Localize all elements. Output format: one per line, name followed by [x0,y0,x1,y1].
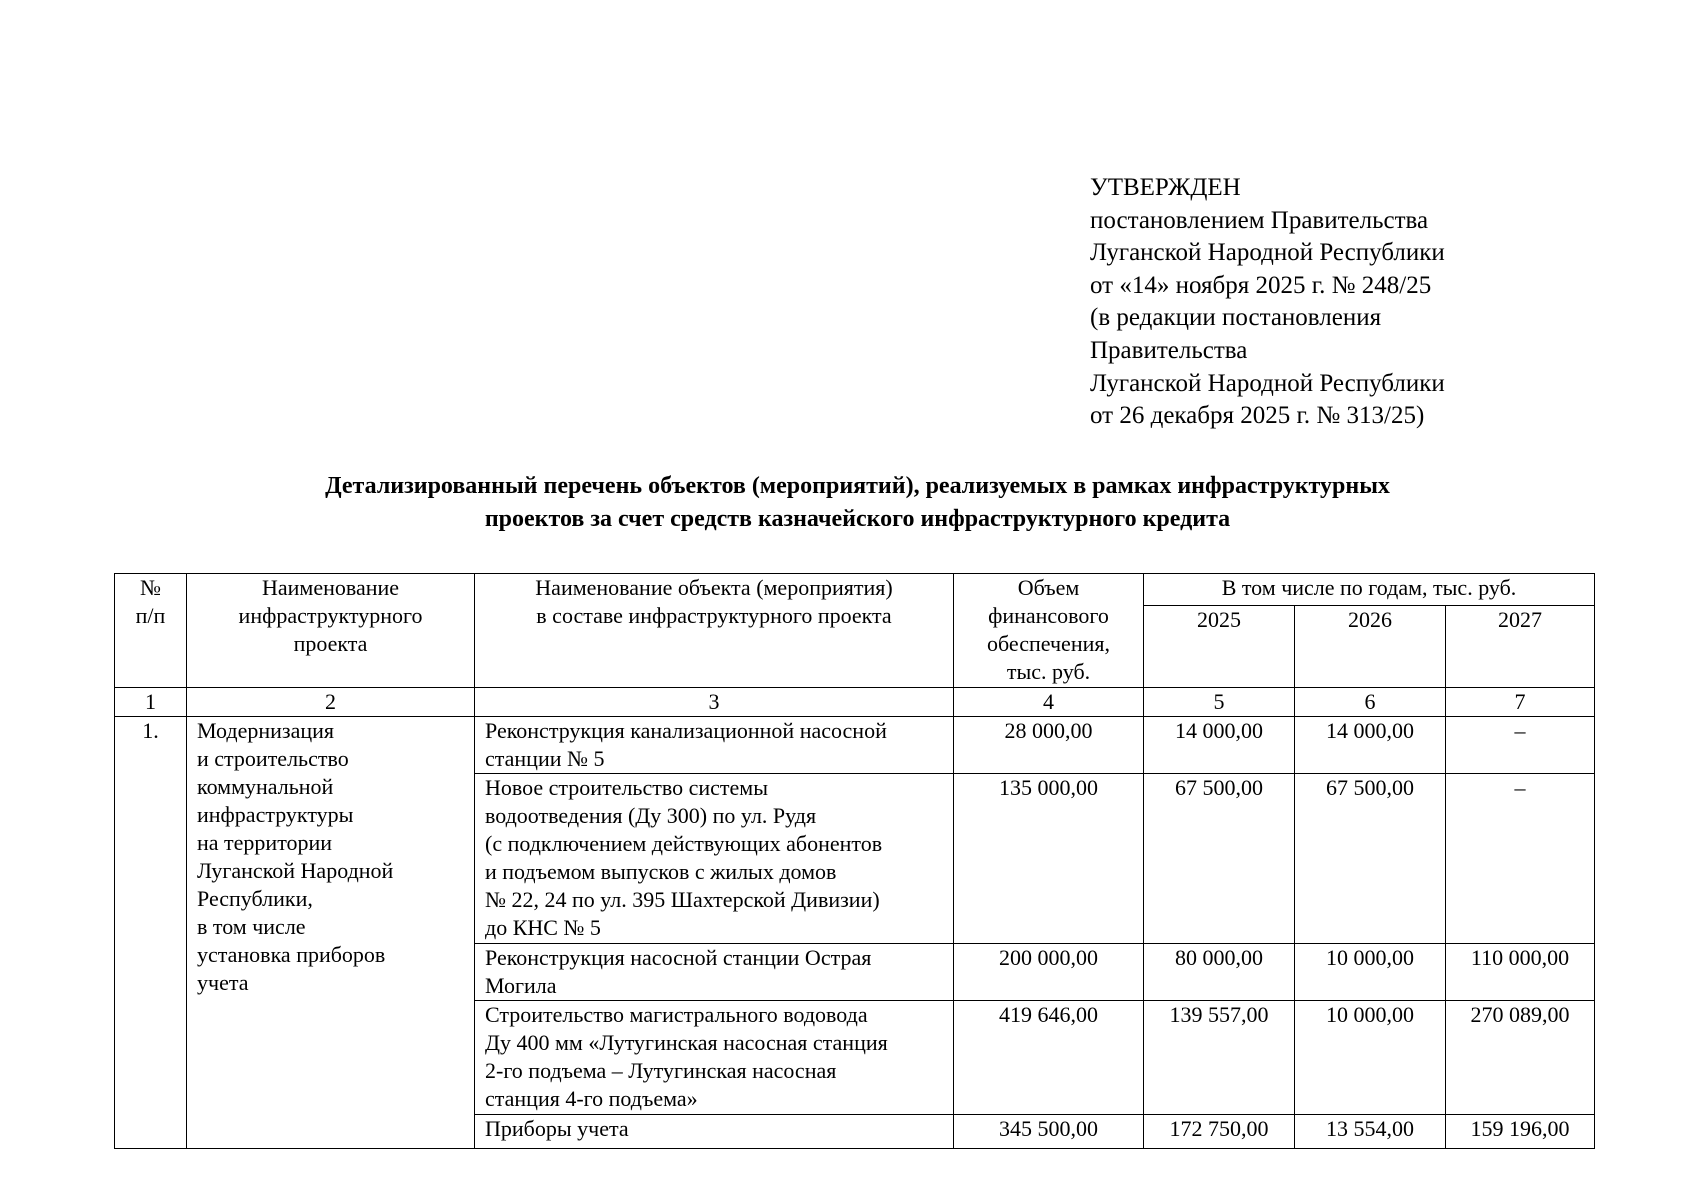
project-name-line: на территории [197,830,333,855]
object-name-line: водоотведения (Ду 300) по ул. Рудя [485,803,817,828]
column-number: 2 [187,688,475,717]
approval-line: постановлением Правительства [1090,206,1429,234]
header-years-group: В том числе по годам, тыс. руб. [1144,574,1595,606]
project-name [187,717,475,1149]
project-name-line: коммунальной [197,774,334,799]
table-row [115,717,1595,774]
approval-line: Луганской Народной Республики [1090,369,1445,397]
column-number: 7 [1446,688,1595,717]
value-2026: 13 554,00 [1295,1115,1446,1149]
header-funding-volume [954,574,1144,688]
column-number: 6 [1295,688,1446,717]
value-2027: 159 196,00 [1446,1115,1595,1149]
header-number [115,574,187,688]
object-name-line: № 22, 24 по ул. 395 Шахтерской Дивизии) [485,887,880,912]
header-project-name [187,574,475,688]
total-value: 419 646,00 [954,1001,1144,1115]
value-2026: 14 000,00 [1295,717,1446,774]
column-number-row [115,688,1595,717]
project-name-line: Луганской Народной [197,858,394,883]
approval-line: от 26 декабря 2025 г. № 313/25) [1090,402,1425,430]
value-2025: 67 500,00 [1144,774,1295,944]
object-name-line: Ду 400 мм «Лутугинская насосная станция [485,1030,888,1055]
project-name-line: Модернизация [197,718,335,743]
header-text: финансового [988,603,1109,628]
header-text: Наименование объекта (мероприятия) [535,575,893,600]
header-text: п/п [135,603,166,628]
object-name-line: Реконструкция насосной станции Острая [485,945,872,970]
value-2025: 80 000,00 [1144,944,1295,1001]
object-name-line: до КНС № 5 [485,915,601,940]
object-name-line: (с подключением действующих абонентов [485,831,883,856]
header-text: № [140,575,161,600]
value-2025: 172 750,00 [1144,1115,1295,1149]
approval-line: Правительства [1090,336,1248,364]
column-number: 4 [954,688,1144,717]
value-2026: 10 000,00 [1295,1001,1446,1115]
project-name-line: и строительство [197,746,349,771]
project-number: 1. [115,717,187,1149]
object-name [475,774,954,944]
value-2026: 10 000,00 [1295,944,1446,1001]
header-row [115,574,1595,606]
object-name-line: и подъемом выпусков с жилых домов [485,859,837,884]
total-value: 200 000,00 [954,944,1144,1001]
header-year-2025: 2025 [1144,606,1295,688]
project-name-line: в том числе [197,914,306,939]
document-title-line: проектов за счет средств казначейского инфраструктурного кредита [484,506,1231,532]
header-object-name [475,574,954,688]
header-text: Наименование [261,575,400,600]
header-year-2026: 2026 [1295,606,1446,688]
approval-stamp [1090,172,1445,433]
total-value: 135 000,00 [954,774,1144,944]
object-name-line: станции № 5 [485,746,605,771]
value-2027: 110 000,00 [1446,944,1595,1001]
document-title-line: Детализированный перечень объектов (мероприятий), реализуемых в рамках инфраструктурных [325,473,1390,499]
approval-line: от «14» ноября 2025 г. № 248/25 [1090,271,1432,299]
approval-title: УТВЕРЖДЕН [1090,174,1241,201]
header-year-2027: 2027 [1446,606,1595,688]
header-text: в составе инфраструктурного проекта [536,603,892,628]
object-name-line: станция 4-го подъема» [485,1086,698,1111]
project-name-line: Республики, [197,886,313,911]
column-number: 1 [115,688,187,717]
object-name-line: Новое строительство системы [485,775,768,800]
value-2025: 14 000,00 [1144,717,1295,774]
header-text: тыс. руб. [1006,659,1091,684]
project-name-line: инфраструктуры [197,802,354,827]
object-name [475,717,954,774]
column-number: 5 [1144,688,1295,717]
project-name-line: учета [197,970,249,995]
header-text: обеспечения, [987,631,1110,656]
object-name [475,1115,954,1149]
object-name-line: Реконструкция канализационной насосной [485,718,887,743]
object-name-line: Могила [485,973,557,998]
value-2027: 270 089,00 [1446,1001,1595,1115]
object-name-line: Приборы учета [485,1116,629,1141]
column-number: 3 [475,688,954,717]
total-value: 345 500,00 [954,1115,1144,1149]
object-name [475,1001,954,1115]
header-text: проекта [293,631,368,656]
header-text: инфраструктурного [238,603,423,628]
object-name [475,944,954,1001]
project-name-line: установка приборов [197,942,386,967]
approval-line: Луганской Народной Республики [1090,239,1445,267]
document-title [160,470,1555,536]
value-2027: – [1446,717,1595,774]
value-2027: – [1446,774,1595,944]
object-name-line: Строительство магистрального водовода [485,1002,868,1027]
header-text: Объем [1017,575,1080,600]
object-name-line: 2-го подъема – Лутугинская насосная [485,1058,837,1083]
value-2025: 139 557,00 [1144,1001,1295,1115]
objects-table [114,573,1595,1149]
value-2026: 67 500,00 [1295,774,1446,944]
total-value: 28 000,00 [954,717,1144,774]
approval-line: (в редакции постановления [1090,304,1382,332]
